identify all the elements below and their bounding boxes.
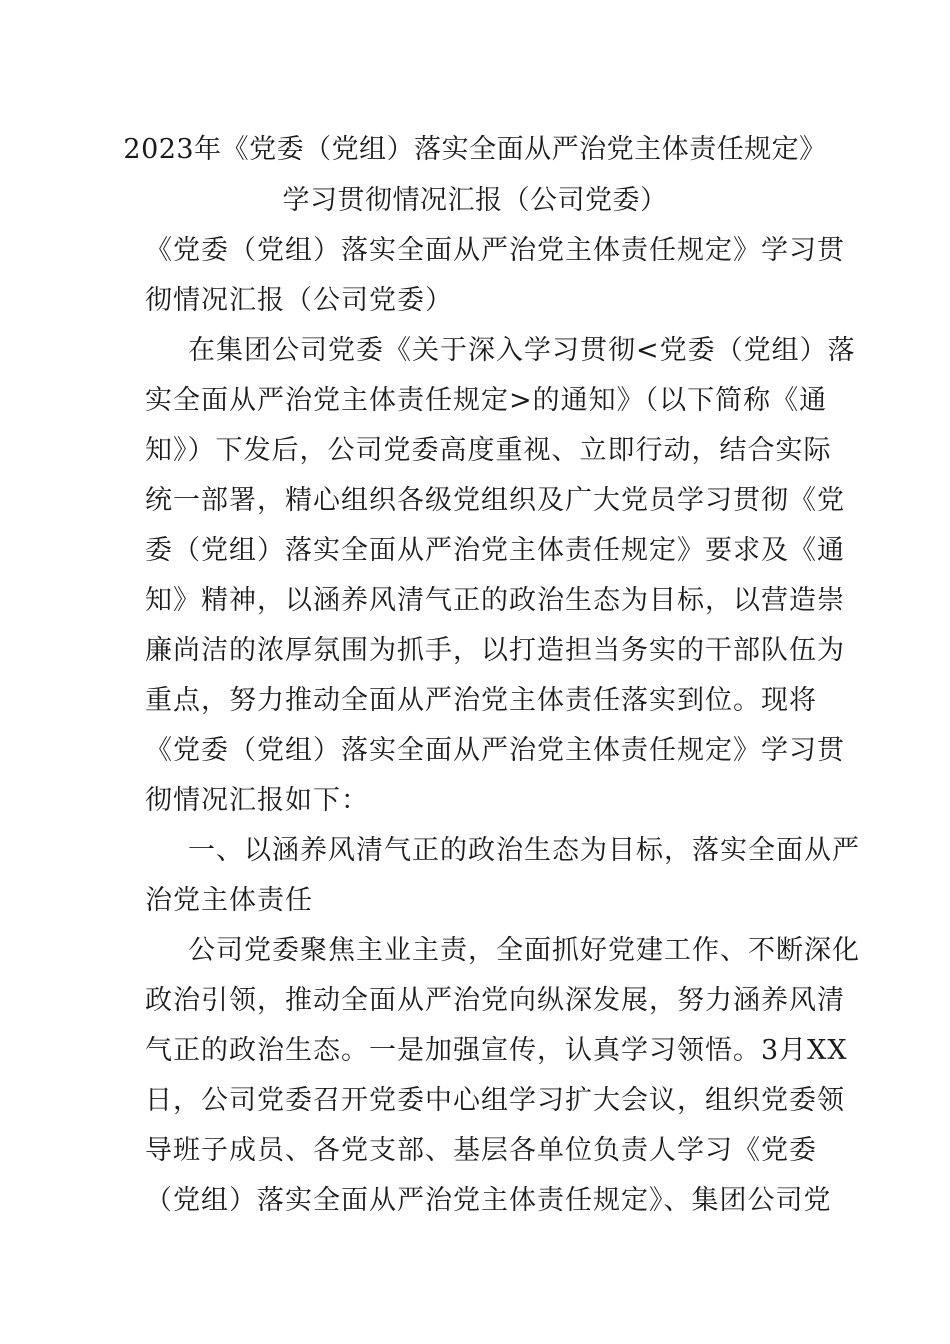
body-line: 彻情况汇报（公司党委） — [145, 285, 453, 316]
body-line: 气正的政治生态。一是加强宣传，认真学习领悟。3月XX — [145, 1035, 848, 1066]
document-title-line-2: 学习贯彻情况汇报（公司党委） — [282, 185, 668, 216]
body-line: 统一部署，精心组织各级党组织及广大党员学习贯彻《党 — [145, 485, 845, 516]
body-line: 政治引领，推动全面从严治党向纵深发展，努力涵养风清 — [145, 985, 845, 1016]
body-line: 《党委（党组）落实全面从严治党主体责任规定》学习贯 — [145, 235, 845, 266]
body-line: 实全面从严治党主体责任规定>的通知》（以下简称《通 — [145, 385, 828, 416]
document-title-line-1: 2023年《党委（党组）落实全面从严治党主体责任规定》 — [123, 134, 827, 165]
body-line: 知》精神，以涵养风清气正的政治生态为目标，以营造崇 — [145, 585, 845, 616]
body-line: 重点，努力推动全面从严治党主体责任落实到位。现将 — [145, 685, 817, 716]
body-line: 《党委（党组）落实全面从严治党主体责任规定》学习贯 — [145, 735, 845, 766]
body-line: 委（党组）落实全面从严治党主体责任规定》要求及《通 — [145, 535, 845, 566]
body-line: 知》）下发后，公司党委高度重视、立即行动，结合实际 — [145, 435, 832, 466]
section-heading-line: 治党主体责任 — [145, 885, 313, 916]
body-line: 彻情况汇报如下： — [145, 785, 369, 816]
paragraph-first-line: 在集团公司党委《关于深入学习贯彻<党委（党组）落 — [188, 335, 856, 366]
body-line: 日，公司党委召开党委中心组学习扩大会议，组织党委领 — [145, 1085, 845, 1116]
body-line: 导班子成员、各党支部、基层各单位负责人学习《党委 — [145, 1135, 817, 1166]
section-heading-line: 一、以涵养风清气正的政治生态为目标，落实全面从严 — [188, 835, 860, 866]
body-line: （党组）落实全面从严治党主体责任规定》、集团公司党 — [145, 1185, 832, 1216]
body-line: 廉尚洁的浓厚氛围为抓手，以打造担当务实的干部队伍为 — [145, 635, 845, 666]
paragraph-first-line: 公司党委聚焦主业主责，全面抓好党建工作、不断深化 — [188, 935, 860, 966]
